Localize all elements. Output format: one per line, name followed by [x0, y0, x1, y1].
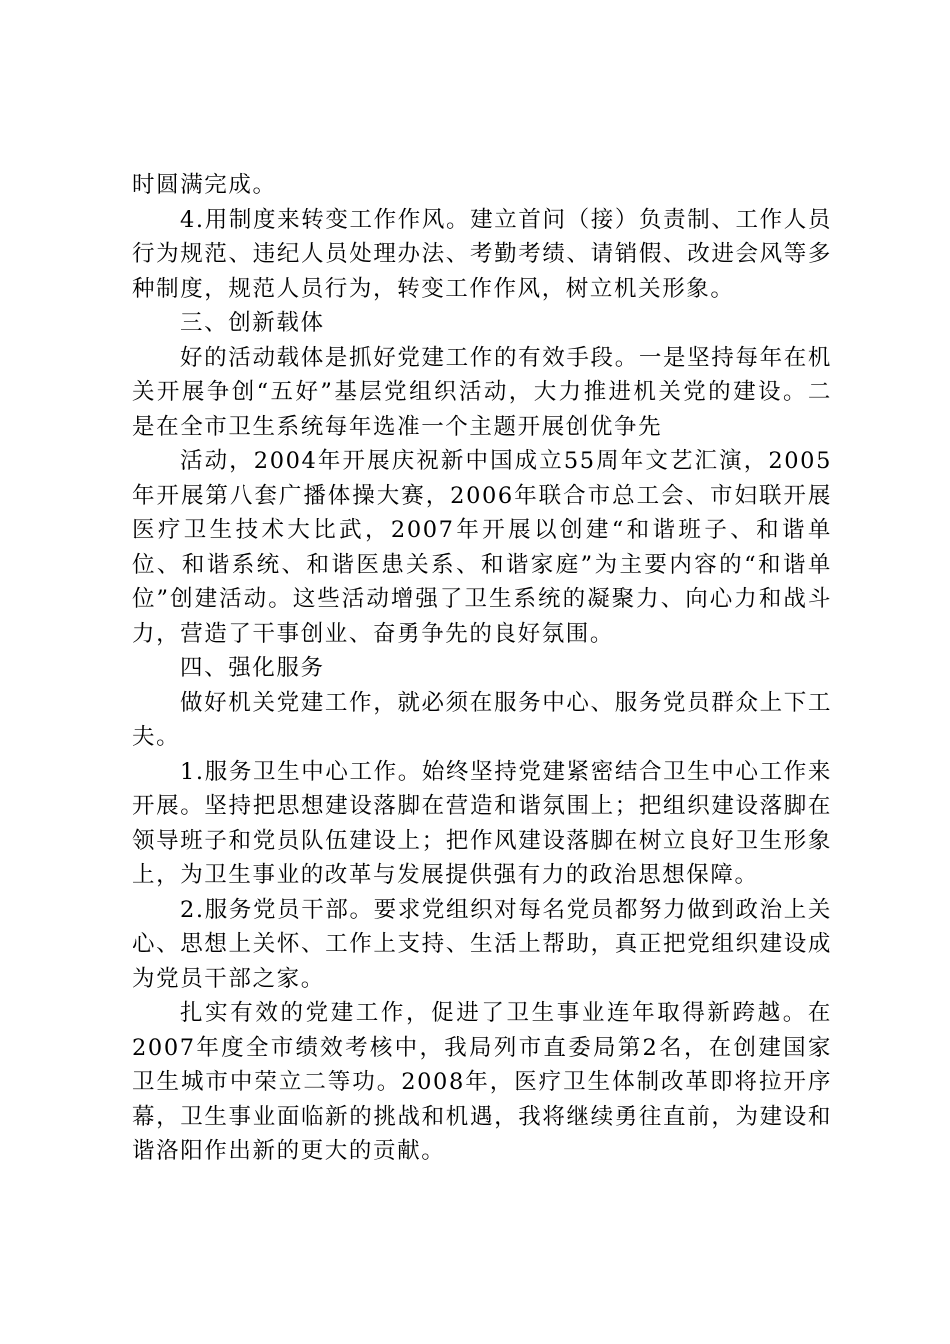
paragraph-item-4: 4.用制度来转变工作作风。建立首问（接）负责制、工作人员行为规范、违纪人员处理办法、考勤考绩、请销假、改进会风等多种制度，规范人员行为，转变工作作风，树立机关形象。 — [132, 206, 832, 302]
paragraph-activities: 活动，2004年开展庆祝新中国成立55周年文艺汇演，2005年开展第八套广播体操大赛，2006年联合市总工会、市妇联开展医疗卫生技术大比武，2007年开展以创建“和谐班子、和谐单位、和谐系统、和谐医患关系、和谐家庭”为主要内容的“和谐单位”创建活动。这些活动增强了卫生系统的凝聚力、向心力和战斗力，营造了干事创业、奋勇争先的良好氛围。 — [132, 448, 832, 647]
paragraph-carrier-intro: 好的活动载体是抓好党建工作的有效手段。一是坚持每年在机关开展争创“五好”基层党组织活动，大力推进机关党的建设。二是在全市卫生系统每年选准一个主题开展创优争先 — [132, 344, 832, 440]
paragraph-item-1: 1.服务卫生中心工作。始终坚持党建紧密结合卫生中心工作来开展。坚持把思想建设落脚在营造和谐氛围上；把组织建设落脚在领导班子和党员队伍建设上；把作风建设落脚在树立良好卫生形象上，为卫生事业的改革与发展提供强有力的政治思想保障。 — [132, 758, 832, 888]
paragraph-service-intro: 做好机关党建工作，就必须在服务中心、服务党员群众上下工夫。 — [132, 689, 832, 750]
paragraph-continuation: 时圆满完成。 — [132, 172, 277, 198]
document-body — [132, 168, 832, 1169]
paragraph-conclusion: 扎实有效的党建工作，促进了卫生事业连年取得新跨越。在2007年度全市绩效考核中，我局列市直委局第2名，在创建国家卫生城市中荣立二等功。2008年，医疗卫生体制改革即将拉开序幕，卫生事业面临新的挑战和机遇，我将继续勇往直前，为建设和谐洛阳作出新的更大的贡献。 — [132, 1000, 832, 1164]
paragraph-item-2: 2.服务党员干部。要求党组织对每名党员都努力做到政治上关心、思想上关怀、工作上支持、生活上帮助，真正把党组织建设成为党员干部之家。 — [132, 896, 832, 992]
section-heading-3: 三、创新载体 — [180, 310, 325, 336]
section-heading-4: 四、强化服务 — [180, 655, 325, 681]
